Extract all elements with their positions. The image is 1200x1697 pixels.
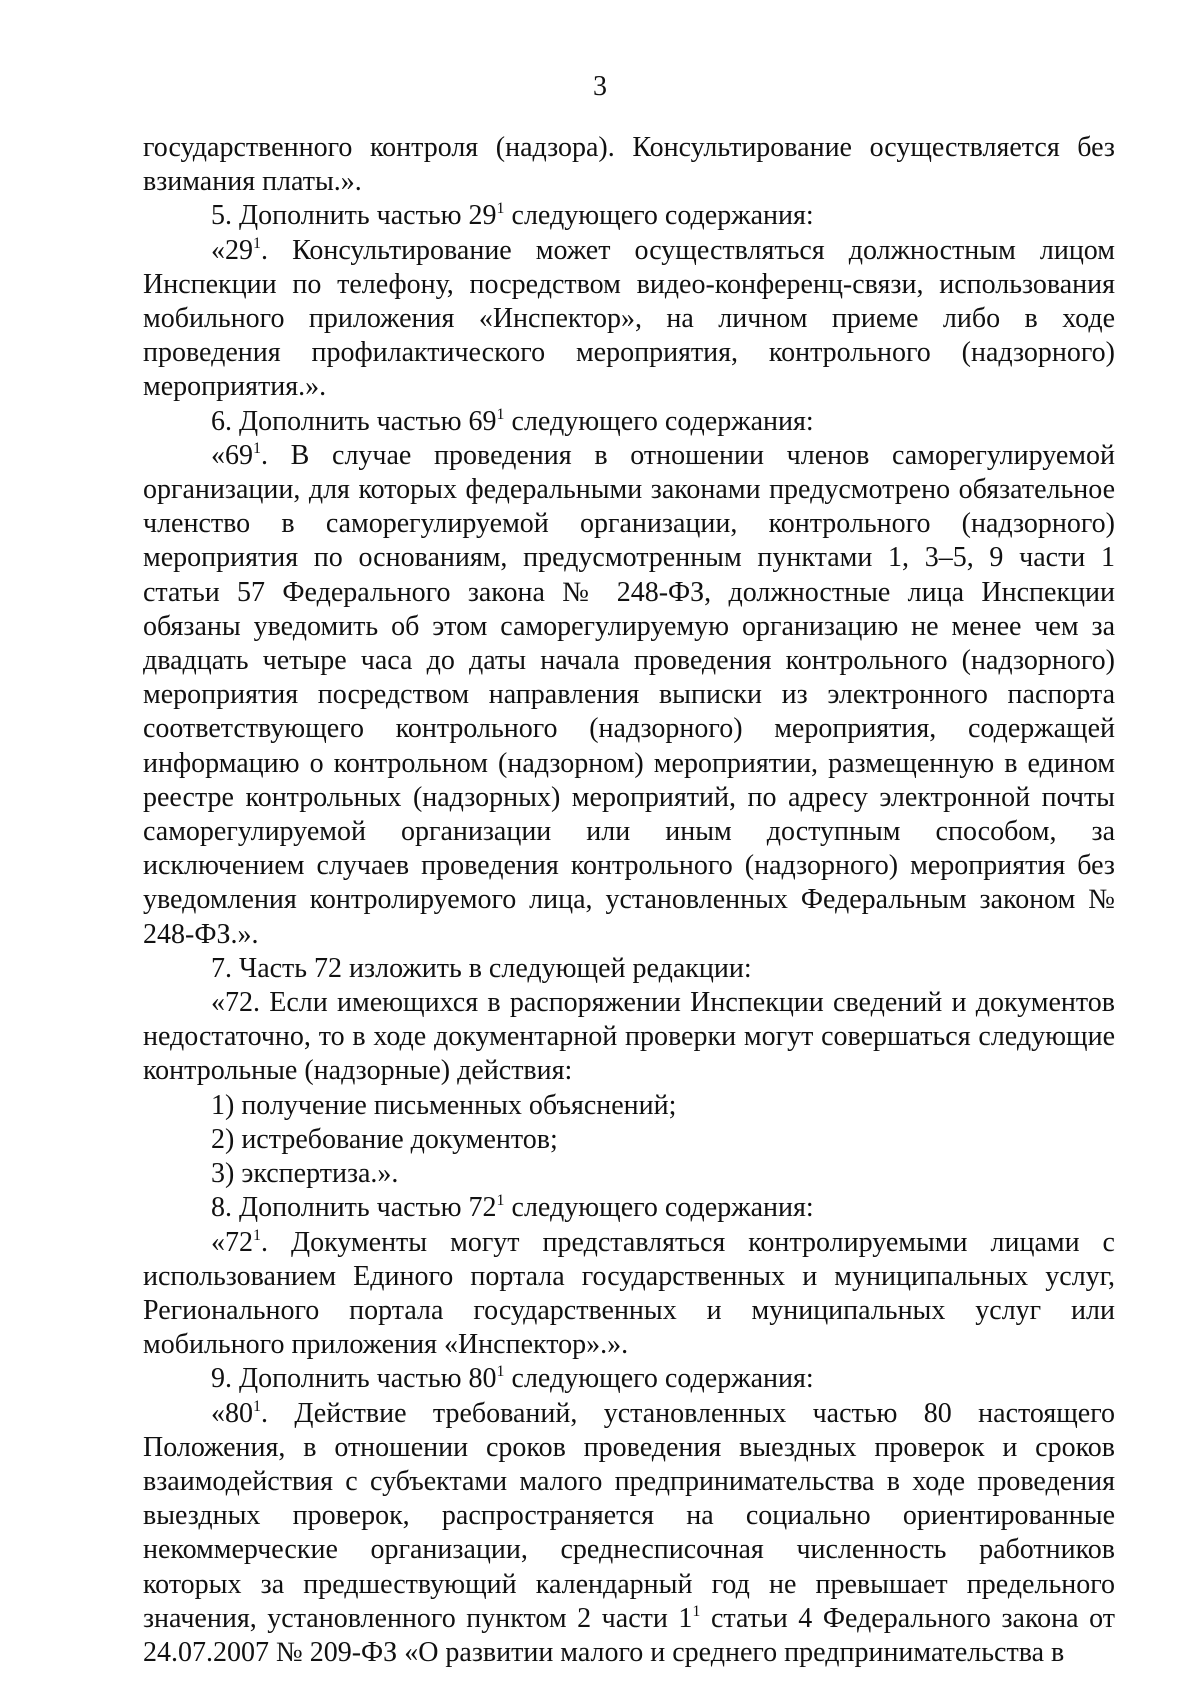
text-run: . Консультирование может осуществляться должностным лицом Инспекции по телефону, посредством видео-конференц-связи, использования мобильного приложения «Инспектор», на личном приеме либо в ходе проведения профилактического мероприятия, контрольного (надзорного) мероприятия.». bbox=[143, 234, 1115, 403]
superscript: 1 bbox=[253, 1226, 261, 1244]
text-run: следующего содержания: bbox=[504, 200, 814, 232]
paragraph-p10 bbox=[143, 1157, 1115, 1191]
superscript: 1 bbox=[496, 200, 505, 218]
text-run: «72 bbox=[211, 1226, 253, 1258]
text-run: 5. Дополнить частью 29 bbox=[211, 200, 497, 232]
text-run: 3) экспертиза.». bbox=[211, 1158, 399, 1190]
text-run: . Документы могут представляться контролируемыми лицами с использованием Единого портала государственных и муниципальных услуг, Регионального портала государственных и муниципальных услуг или мобильного приложения «Инспектор».». bbox=[143, 1226, 1115, 1361]
text-run: следующего содержания: bbox=[504, 405, 814, 437]
superscript: 1 bbox=[496, 1363, 505, 1381]
superscript: 1 bbox=[253, 439, 261, 457]
text-run: «29 bbox=[211, 234, 253, 266]
text-run: 2) истребование документов; bbox=[211, 1123, 558, 1155]
document-body bbox=[143, 131, 1115, 1670]
superscript: 1 bbox=[253, 1397, 261, 1415]
paragraph-p13 bbox=[143, 1362, 1115, 1396]
paragraph-p03 bbox=[143, 234, 1115, 405]
paragraph-p14 bbox=[143, 1397, 1115, 1671]
page-number: 3 bbox=[593, 71, 607, 102]
superscript: 1 bbox=[692, 1602, 701, 1620]
superscript: 1 bbox=[496, 1192, 505, 1210]
paragraph-p04 bbox=[143, 405, 1115, 439]
paragraph-p05 bbox=[143, 439, 1115, 952]
paragraph-p06 bbox=[143, 952, 1115, 986]
text-run: 8. Дополнить частью 72 bbox=[211, 1192, 497, 1224]
text-run: следующего содержания: bbox=[504, 1192, 814, 1224]
paragraph-p11 bbox=[143, 1191, 1115, 1225]
paragraph-p09 bbox=[143, 1123, 1115, 1157]
text-run: 7. Часть 72 изложить в следующей редакции: bbox=[211, 952, 752, 984]
superscript: 1 bbox=[253, 234, 261, 252]
text-run: «69 bbox=[211, 439, 253, 471]
text-run: «72. Если имеющихся в распоряжении Инспекции сведений и документов недостаточно, то в ходе документарной проверки могут совершаться следующие контрольные (надзорные) действия: bbox=[143, 987, 1115, 1087]
paragraph-p07 bbox=[143, 986, 1115, 1089]
text-run: . В случае проведения в отношении членов саморегулируемой организации, для которых федеральными законами предусмотрено обязательное членство в саморегулируемой организации, контрольного (надзорного) мероприятия по основаниям, предусмотренным пунктами 1, 3–5, 9 части 1 статьи 57 Федерального закона № 248-ФЗ, должностные лица Инспекции обязаны уведомить об этом саморегулируемую организацию не менее чем за двадцать четыре часа до даты начала проведения контрольного (надзорного) мероприятия посредством направления выписки из электронного паспорта соответствующего контрольного (надзорного) мероприятия, содержащей информацию о контрольном (надзорном) мероприятии, размещенную в едином реестре контрольных (надзорных) мероприятий, по адресу электронной почты саморегулируемой организации или иным доступным способом, за исключением случаев проведения контрольного (надзорного) мероприятия без уведомления контролируемого лица, установленных Федеральным законом № 248-ФЗ.». bbox=[143, 439, 1115, 950]
paragraph-p08 bbox=[143, 1089, 1115, 1123]
paragraph-p12 bbox=[143, 1226, 1115, 1363]
text-run: следующего содержания: bbox=[504, 1363, 814, 1395]
text-run: государственного контроля (надзора). Консультирование осуществляется без взимания платы.». bbox=[143, 132, 1115, 198]
text-run: «80 bbox=[211, 1397, 253, 1429]
superscript: 1 bbox=[496, 405, 505, 423]
text-run: статьи 4 Федерального закона от 24.07.2007 № 209-ФЗ «О развитии малого и среднего предпринимательства в bbox=[143, 1602, 1115, 1668]
paragraph-p01 bbox=[143, 131, 1115, 199]
text-run: 1) получение письменных объяснений; bbox=[211, 1089, 677, 1121]
text-run: 9. Дополнить частью 80 bbox=[211, 1363, 497, 1395]
paragraph-p02 bbox=[143, 199, 1115, 233]
text-run: 6. Дополнить частью 69 bbox=[211, 405, 497, 437]
text-run: . Действие требований, установленных частью 80 настоящего Положения, в отношении сроков проведения выездных проверок и сроков взаимодействия с субъектами малого предпринимательства в ходе проведения выездных проверок, распространяется на социально ориентированные некоммерческие организации, среднесписочная численность работников которых за предшествующий календарный год не превышает предельного значения, установленного пунктом 2 части 1 bbox=[143, 1397, 1115, 1634]
